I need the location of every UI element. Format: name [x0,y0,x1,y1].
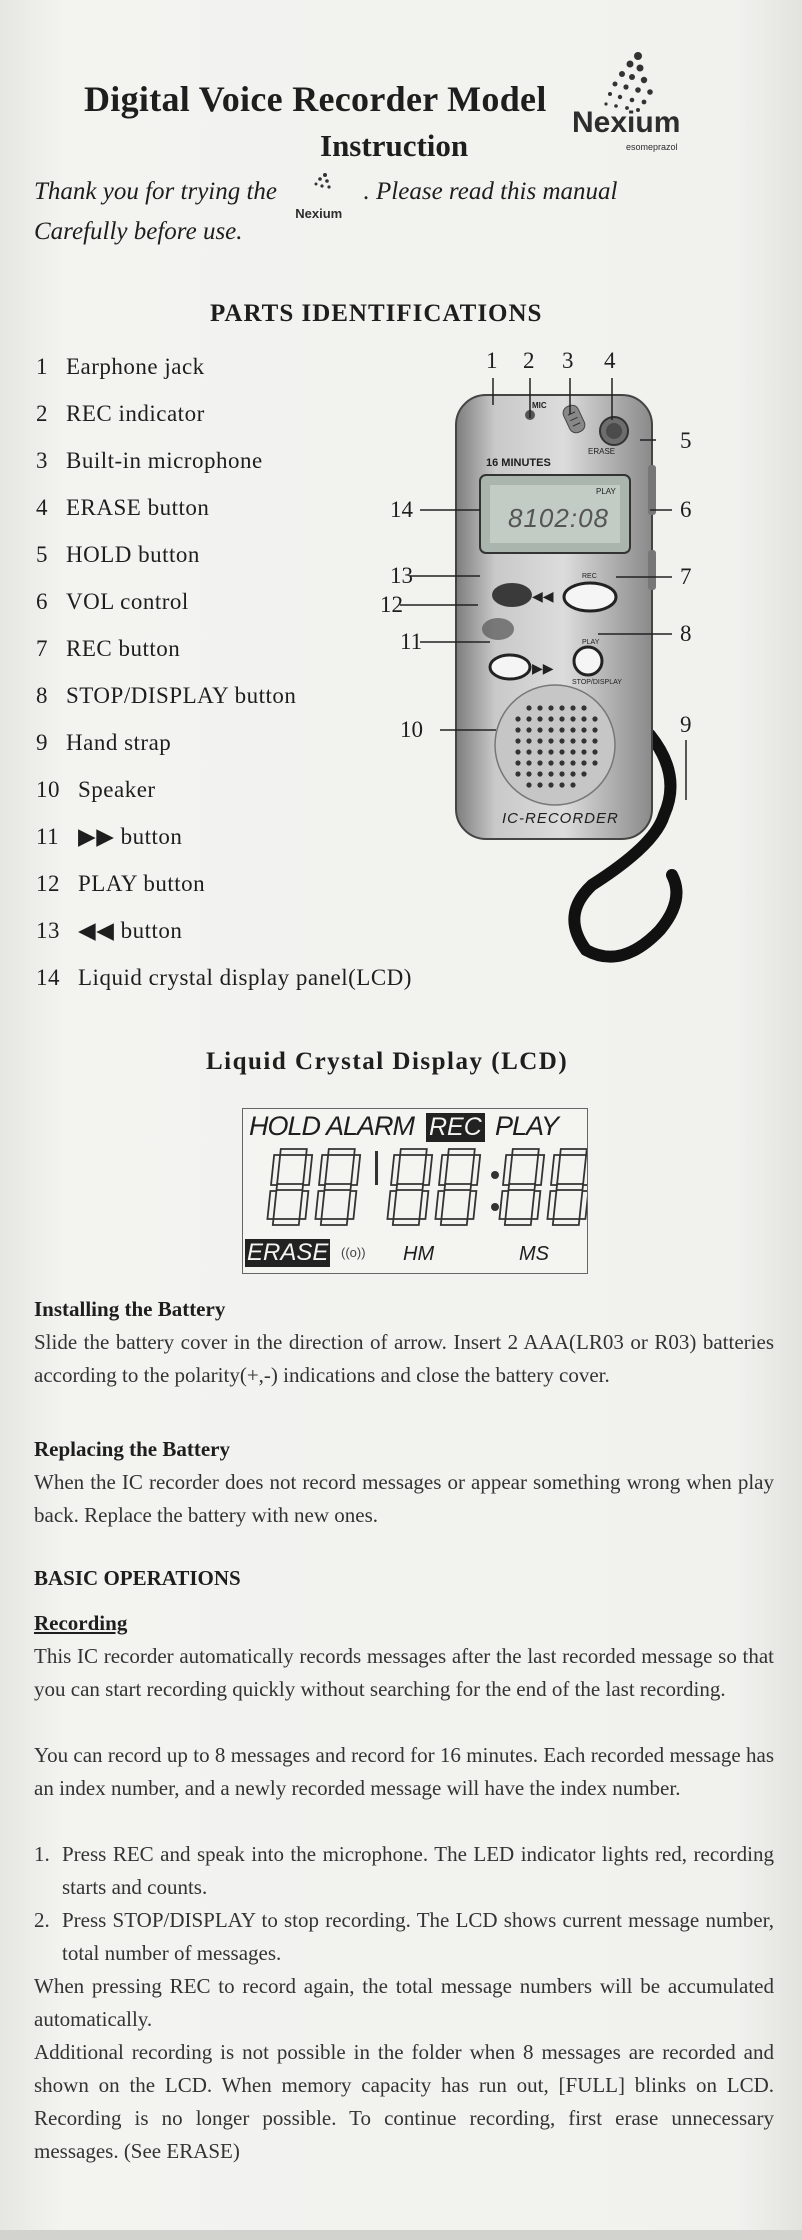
lcd-segment [391,1155,400,1185]
lcd-segment [324,1184,351,1190]
part-label: Earphone jack [66,354,205,379]
lcd-segment [347,1191,356,1219]
part-number: 3 [36,448,48,473]
part-number: 14 [36,965,60,990]
lcd-segment [393,1219,420,1225]
recording-heading: Recording [34,1611,128,1635]
part-label: Hand strap [66,730,172,755]
part-number: 4 [36,495,48,520]
recording-step-1 [34,1838,774,1904]
recording-paragraph-3: When pressing REC to record again, the total message numbers will be accumulated automatically. [34,1974,774,2031]
parts-heading: PARTS IDENTIFICATIONS [210,300,543,327]
part-number: 10 [36,777,60,802]
lcd-erase: ERASE [247,1239,329,1266]
lcd-segment [535,1155,544,1185]
callout-11: 11 [400,629,423,654]
part-label: Liquid crystal display panel(LCD) [78,965,412,990]
step-text: Press STOP/DISPLAY to stop recording. The LCD shows current message number, total number of messages. [62,1908,774,1965]
lcd-segment [560,1149,587,1155]
lcd-segment [556,1184,583,1190]
lcd-segment [583,1155,587,1185]
part-label: HOLD button [66,542,200,567]
lcd-segment [396,1184,423,1190]
lcd-segment [551,1155,560,1185]
basic-operations-heading: BASIC OPERATIONS [34,1566,241,1590]
lcd-colon-dot [491,1171,499,1179]
mic-label: MIC [532,401,547,410]
lcd-digits-graphic [243,1147,587,1235]
lcd-segment [423,1155,432,1185]
stop-display-label: STOP/DISPLAY [572,679,622,686]
lcd-segment [439,1155,448,1185]
lcd-segment [328,1149,355,1155]
part-label: ◀◀ button [78,918,183,943]
lcd-segment [499,1191,508,1219]
step-number: 1. [34,1842,50,1866]
callout-4: 4 [604,348,616,373]
lcd-hold: HOLD [249,1111,321,1141]
callout-5: 5 [680,428,692,453]
manual-subtitle: Instruction [320,128,469,163]
callout-1: 1 [486,348,498,373]
rec-label: REC [582,573,597,580]
lcd-segment [280,1149,307,1155]
part-number: 2 [36,401,48,426]
callout-9: 9 [680,712,692,737]
lcd-segment [276,1184,303,1190]
lcd-hm: HM [403,1243,435,1265]
part-label: PLAY button [78,871,206,896]
lcd-segment [299,1191,308,1219]
ic-recorder-label: IC-RECORDER [502,810,619,827]
callout-10: 10 [400,717,423,742]
lcd-segment [400,1149,427,1155]
play-label: PLAY [582,639,600,646]
lcd-segment [319,1155,328,1185]
part-label: REC button [66,636,181,661]
lcd-volume-icon: ((o)) [341,1245,366,1260]
lcd-segment [531,1191,540,1219]
lcd-diagram [242,1108,588,1274]
step-text: Press REC and speak into the microphone. The LED indicator lights red, recording starts and counts. [62,1842,774,1899]
lcd-separator [375,1151,378,1185]
part-number: 7 [36,636,48,661]
manual-title: Digital Voice Recorder Model [84,79,547,119]
callout-12: 12 [380,592,403,617]
replace-battery-heading: Replacing the Battery [34,1437,230,1461]
recording-paragraph-1: This IC recorder automatically records messages after the last recorded message so that you can start recording quickly without searching for the end of the last recording. [34,1644,774,1701]
install-battery-heading: Installing the Battery [34,1297,226,1321]
lcd-segment [553,1219,580,1225]
lcd-colon-dot [491,1203,499,1211]
nexium-wordmark: Nexium [572,106,681,139]
part-number: 12 [36,871,60,896]
callout-6: 6 [680,497,692,522]
lcd-segment [321,1219,348,1225]
callout-2: 2 [523,348,535,373]
lcd-segment [471,1155,480,1185]
lcd-segment [508,1184,535,1190]
page-bottom-edge [0,2230,802,2240]
part-number: 11 [36,824,60,849]
recording-step-2 [34,1904,774,1970]
callout-8: 8 [680,621,692,646]
part-label: Speaker [78,777,156,802]
part-number: 1 [36,354,48,379]
lcd-segment [267,1191,276,1219]
lcd-segment [512,1149,539,1155]
install-battery-text: Slide the battery cover in the direction of arrow. Insert 2 AAA(LR03 or R03) batteries according to the polarity(+,-) indications and close the battery cover. [34,1330,774,1387]
lcd-ms: MS [519,1243,549,1265]
lcd-segment [467,1191,476,1219]
replace-battery-text: When the IC recorder does not record messages or appear something wrong when play back. Replace the battery with new ones. [34,1470,774,1527]
lcd-heading: Liquid Crystal Display (LCD) [206,1048,569,1075]
part-label: ERASE button [66,495,210,520]
lcd-segment [579,1191,587,1219]
intro-after: . Please read this manual [363,178,618,205]
lcd-alarm: ALARM [326,1111,415,1141]
lcd-segment [503,1155,512,1185]
lcd-segment [351,1155,360,1185]
part-number: 5 [36,542,48,567]
part-number: 6 [36,589,48,614]
callout-14: 14 [390,497,413,522]
device-play-indicator: PLAY [596,487,616,496]
lcd-segment [387,1191,396,1219]
lcd-segment [435,1191,444,1219]
lcd-segment [273,1219,300,1225]
part-label: Built-in microphone [66,448,263,473]
callout-13: 13 [390,563,413,588]
recording-paragraph-2: You can record up to 8 messages and record for 16 minutes. Each recorded message has an index number, and a newly recorded message will have the index number. [34,1743,774,1800]
erase-label: ERASE [588,447,616,456]
minutes-label: 16 MINUTES [486,457,551,469]
svg-text:◀◀: ◀◀ [532,588,554,604]
lcd-segment [448,1149,475,1155]
nexium-subtext: esomeprazol [626,142,678,152]
lcd-digits [243,1147,587,1235]
intro-line2: Carefully before use. [34,218,243,245]
lcd-segment [505,1219,532,1225]
step-number: 2. [34,1908,50,1932]
lcd-play: PLAY [495,1111,559,1141]
lcd-segment [547,1191,556,1219]
lcd-segment [419,1191,428,1219]
inline-nexium-wordmark: Nexium [295,206,343,221]
part-number: 13 [36,918,60,943]
lcd-segment [444,1184,471,1190]
part-number: 9 [36,730,48,755]
part-label: REC indicator [66,401,205,426]
intro-before: Thank you for trying the [34,178,278,205]
lcd-rec: REC [426,1113,485,1142]
part-number: 8 [36,683,48,708]
recording-paragraph-4: Additional recording is not possible in the folder when 8 messages are recorded and shown on the LCD. When memory capacity has run out, [FULL] blinks on LCD. Recording is no longer possible. To continue recording, first erase unnecessary messages. (See ERASE) [34,2040,774,2163]
device-display: 8102:08 [508,503,609,533]
callout-7: 7 [680,564,692,589]
lcd-segment [315,1191,324,1219]
lcd-segment [441,1219,468,1225]
part-label: VOL control [66,589,189,614]
callout-3: 3 [562,348,574,373]
part-label: ▶▶ button [78,824,183,849]
part-label: STOP/DISPLAY button [66,683,297,708]
lcd-segment [271,1155,280,1185]
svg-text:▶▶: ▶▶ [532,660,554,676]
lcd-segment [303,1155,312,1185]
